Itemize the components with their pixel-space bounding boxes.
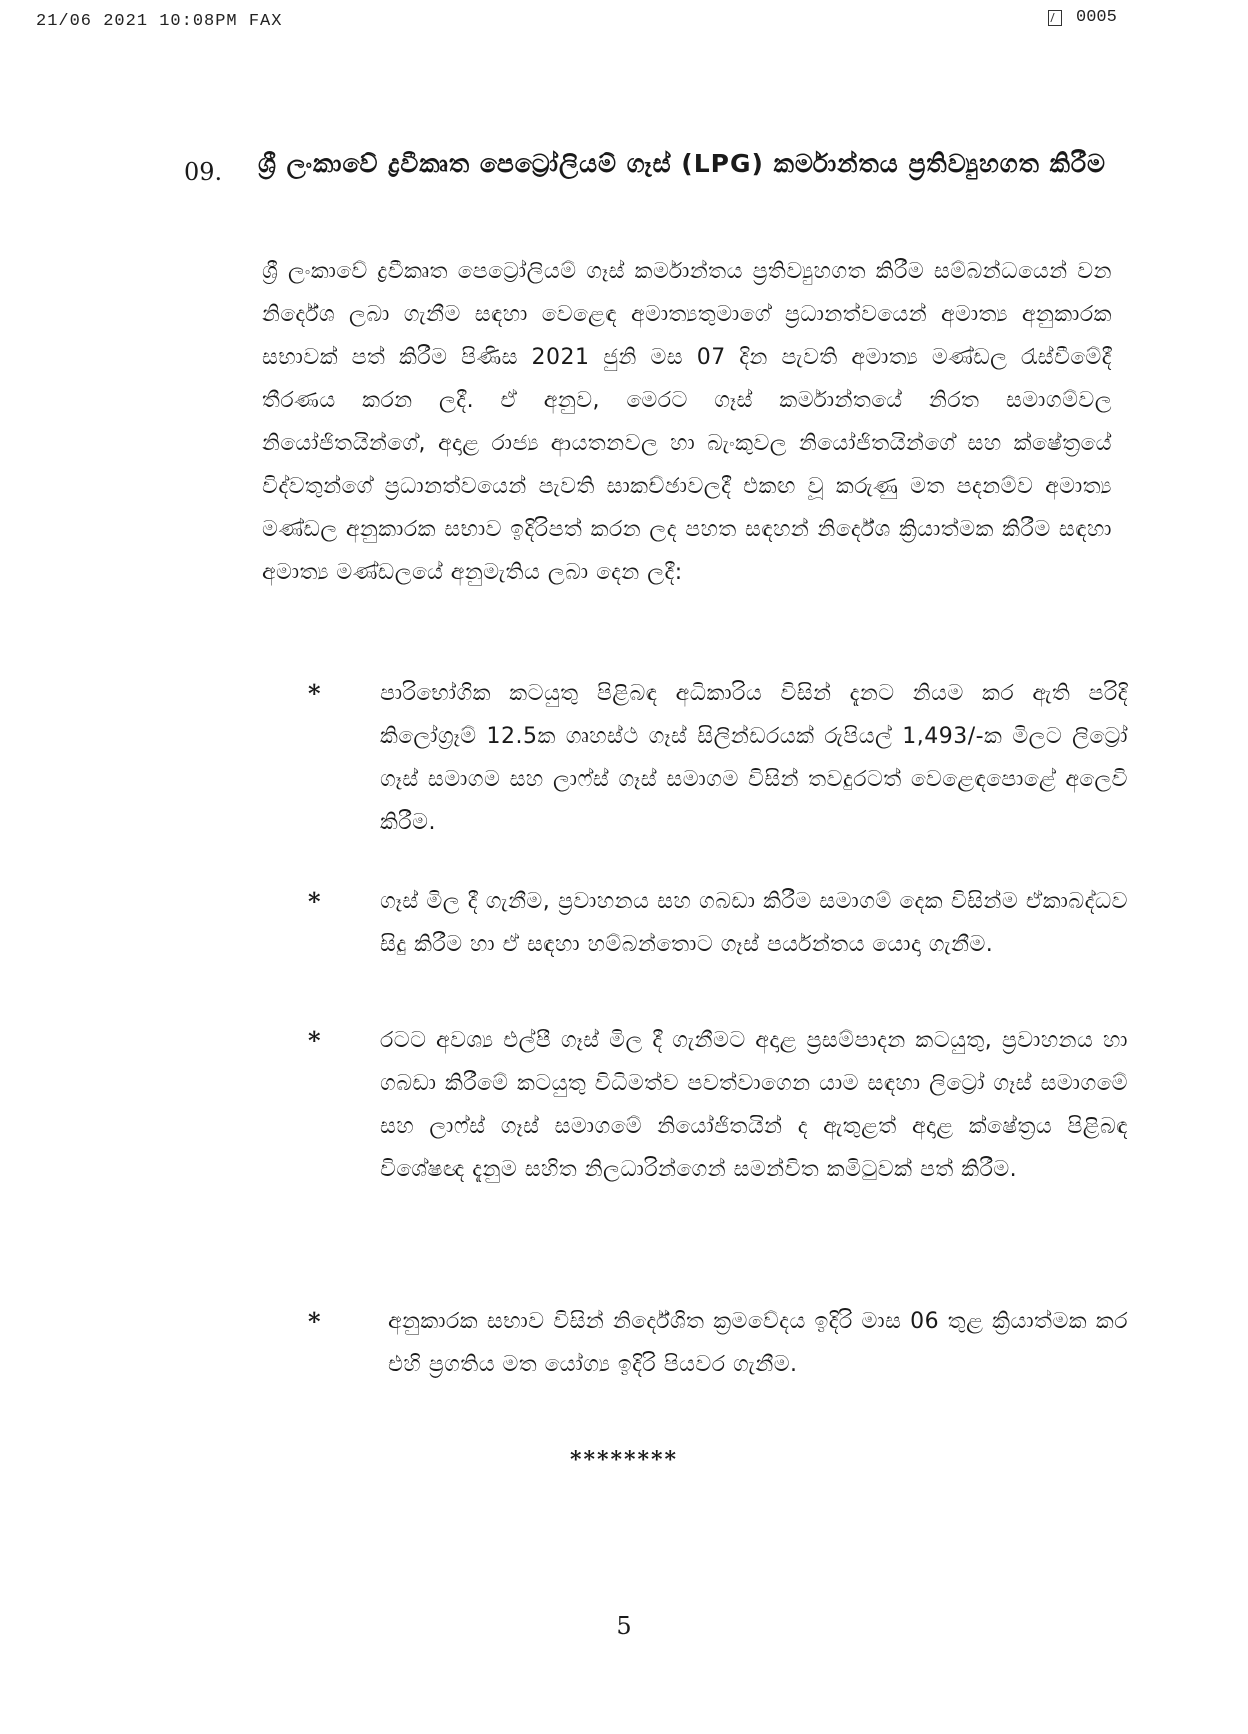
item-title: ශ්‍රී ලංකාවේ ද්‍රවීකෘත පෙට්‍රෝලියම් ගෑස් (LPG) කර්මාන්තය ප්‍රතිව්‍යුහගත කිරීම	[258, 149, 1107, 178]
fax-timestamp: 21/06 2021 10:08PM FAX	[36, 12, 283, 31]
bullet-text: අනුකාරක සභාව විසින් නිර්දේශිත ක්‍රමවේදය ඉදිරි මාස 06 තුළ ක්‍රියාත්මක කර එහි ප්‍රගතිය මත යෝග්‍ය ඉදිරි පියවර ගැනීම.	[388, 1309, 1128, 1377]
bullet-text: පාරිභෝගික කටයුතු පිළිබඳ අධිකාරිය විසින් දැනට නියම කර ඇති පරිදි කිලෝග්‍රෑම් 12.5ක ගෘහස්ථ ගෑස් සිලින්ඩරයක් රුපියල් 1,493/-ක මිලට ලිට්‍රෝ ගෑස් සමාගම සහ ලාෆ්ස් ගෑස් සමාගම විසින් තවදුරටත් වෙළෙඳපොළේ අලෙවි කිරීම.	[380, 681, 1128, 835]
page-number: 5	[616, 1612, 632, 1640]
bullet-marker: *	[308, 679, 321, 708]
bullet-item	[300, 672, 1128, 844]
end-of-section-mark: ********	[569, 1447, 679, 1473]
bullet-marker: *	[308, 1026, 321, 1055]
bullet-text: ගෑස් මිල දී ගැනීම, ප්‍රවාහනය සහ ගබඩා කිරීම සමාගම් දෙක විසින්ම ඒකාබද්ධව සිදු කිරීම හා ඒ සඳහා හම්බන්තොට ගෑස් පර්යන්තය යොදා ගැනීම.	[380, 889, 1128, 957]
bullet-item	[300, 1300, 1128, 1386]
fax-page-icon	[1048, 10, 1062, 26]
item-number: 09.	[184, 158, 223, 186]
fax-page-code: 0005	[1076, 8, 1117, 27]
bullet-item	[300, 1019, 1128, 1191]
bullet-text: රටට අවශ්‍ය එල්පී ගෑස් මිල දී ගැනීමට අදාළ ප්‍රසම්පාදන කටයුතු, ප්‍රවාහනය හා ගබඩා කිරීමේ කටයුතු විධිමත්ව පවත්වාගෙන යාම සඳහා ලිට්‍රෝ ගෑස් සමාගමේ සහ ලාෆ්ස් ගෑස් සමාගමේ නියෝජිතයින් ද ඇතුළත් අදාළ ක්ෂේත්‍රය පිළිබඳ විශේෂඥ දැනුම සහිත නිලධාරින්ගෙන් සමන්විත කමිටුවක් පත් කිරීම.	[380, 1028, 1128, 1182]
bullet-marker: *	[308, 887, 321, 916]
fax-page-indicator	[1048, 8, 1117, 27]
bullet-marker: *	[308, 1307, 321, 1336]
body-paragraph: ශ්‍රී ලංකාවේ ද්‍රවීකෘත පෙට්‍රෝලියම් ගෑස් කර්මාන්තය ප්‍රතිව්‍යුහගත කිරීම සම්බන්ධයෙන් වන නිර්දේශ ලබා ගැනීම සඳහා වෙළෙඳ අමාත්‍යතුමාගේ ප්‍රධානත්වයෙන් අමාත්‍ය අනුකාරක සභාවක් පත් කිරීම පිණිස 2021 ජුනි මස 07 දින පැවති අමාත්‍ය මණ්ඩල රැස්වීමේදී තීරණය කරන ලදී. ඒ අනුව, මෙරට ගෑස් කර්මාන්තයේ නිරත සමාගම්වල නියෝජිතයින්ගේ, අදාළ රාජ්‍ය ආයතනවල හා බැංකුවල නියෝජිතයින්ගේ සහ ක්ෂේත්‍රයේ විද්වතුන්ගේ ප්‍රධානත්වයෙන් පැවති සාකච්ඡාවලදී එකඟ වූ කරුණු මත පදනම්ව අමාත්‍ය මණ්ඩල අනුකාරක සභාව ඉදිරිපත් කරන ලද පහත සඳහන් නිර්දේශ ක්‍රියාත්මක කිරීම සඳහා අමාත්‍ය මණ්ඩලයේ අනුමැතිය ලබා දෙන ලදී:	[262, 259, 1112, 585]
bullet-item	[300, 880, 1128, 966]
